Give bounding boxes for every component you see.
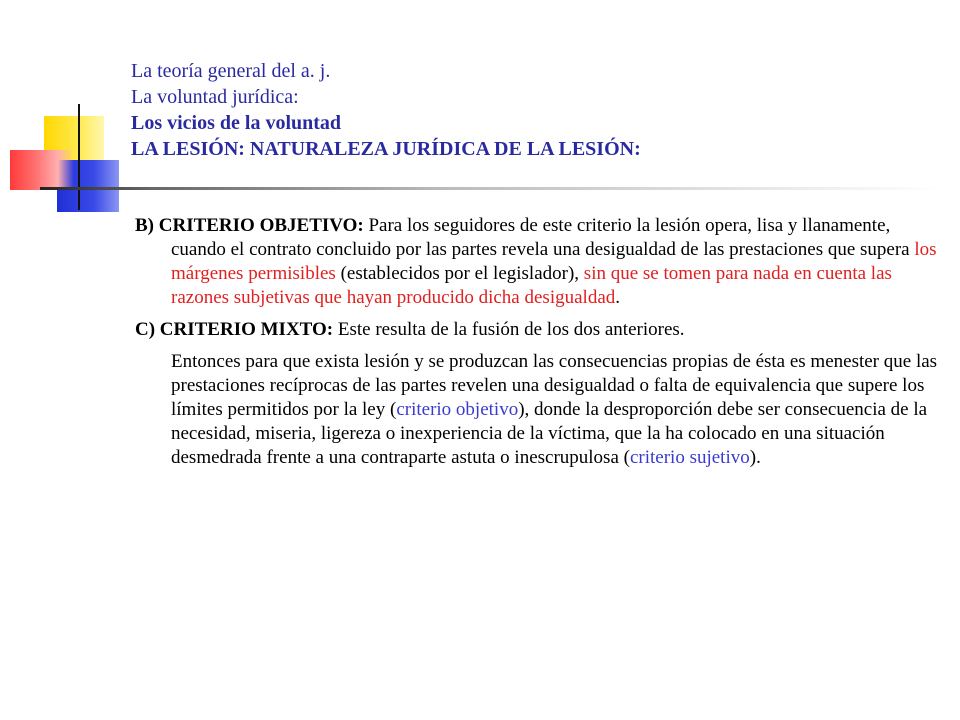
criterio-objetivo-highlight-2: sin que se tomen para nada en cuenta las razones subjetivas que hayan producido dicha desigualdad — [171, 263, 892, 308]
vertical-line-decoration — [78, 104, 80, 210]
criterio-objetivo-text-1: Para los seguidores de este criterio la lesión opera, lisa y llanamente, cuando el contrato concluido por las partes revela una desigualdad de las prestaciones que supera — [171, 215, 915, 260]
title-underline-decoration — [40, 187, 940, 190]
slide-body — [135, 214, 947, 478]
criterio-objetivo-text-2: (establecidos por el legislador), — [335, 263, 584, 284]
criterio-mixto-text: Este resulta de la fusión de los dos anteriores. — [333, 319, 685, 340]
criterio-mixto-paragraph — [135, 318, 947, 342]
criterio-objetivo-highlight-1: los márgenes permisibles — [171, 239, 937, 284]
title-line-2: La voluntad jurídica: — [131, 86, 299, 108]
explicacion-text-1: Entonces para que exista lesión y se produzcan las consecuencias propias de ésta es menester que las prestaciones recíprocas de las partes revelen una desigualdad o falta de equivalencia que supere los límites permitidos por la ley ( — [171, 351, 938, 420]
criterio-mixto-label: C) CRITERIO MIXTO: — [135, 319, 334, 340]
red-bar-decoration — [10, 150, 74, 190]
explicacion-paragraph — [135, 350, 947, 470]
explicacion-end: ). — [749, 447, 761, 468]
title-line-4: LA LESIÓN: NATURALEZA JURÍDICA DE LA LESIÓN: — [131, 138, 641, 160]
explicacion-highlight-sujetivo: criterio sujetivo — [629, 447, 750, 468]
slide-title — [131, 58, 931, 162]
explicacion-highlight-objetivo: criterio objetivo — [396, 399, 519, 420]
criterio-objetivo-label: B) CRITERIO OBJETIVO: — [135, 215, 364, 236]
title-line-3: Los vicios de la voluntad — [131, 112, 342, 134]
criterio-objetivo-paragraph — [135, 214, 947, 310]
title-line-1: La teoría general del a. j. — [131, 60, 331, 82]
criterio-objetivo-end: . — [615, 287, 620, 308]
explicacion-text-2: ), donde la desproporción debe ser consecuencia de la necesidad, miseria, ligereza o inexperiencia de la víctima, que la ha colocado en una situación desmedrada frente a una contraparte astuta o inescrupulosa ( — [171, 399, 928, 468]
